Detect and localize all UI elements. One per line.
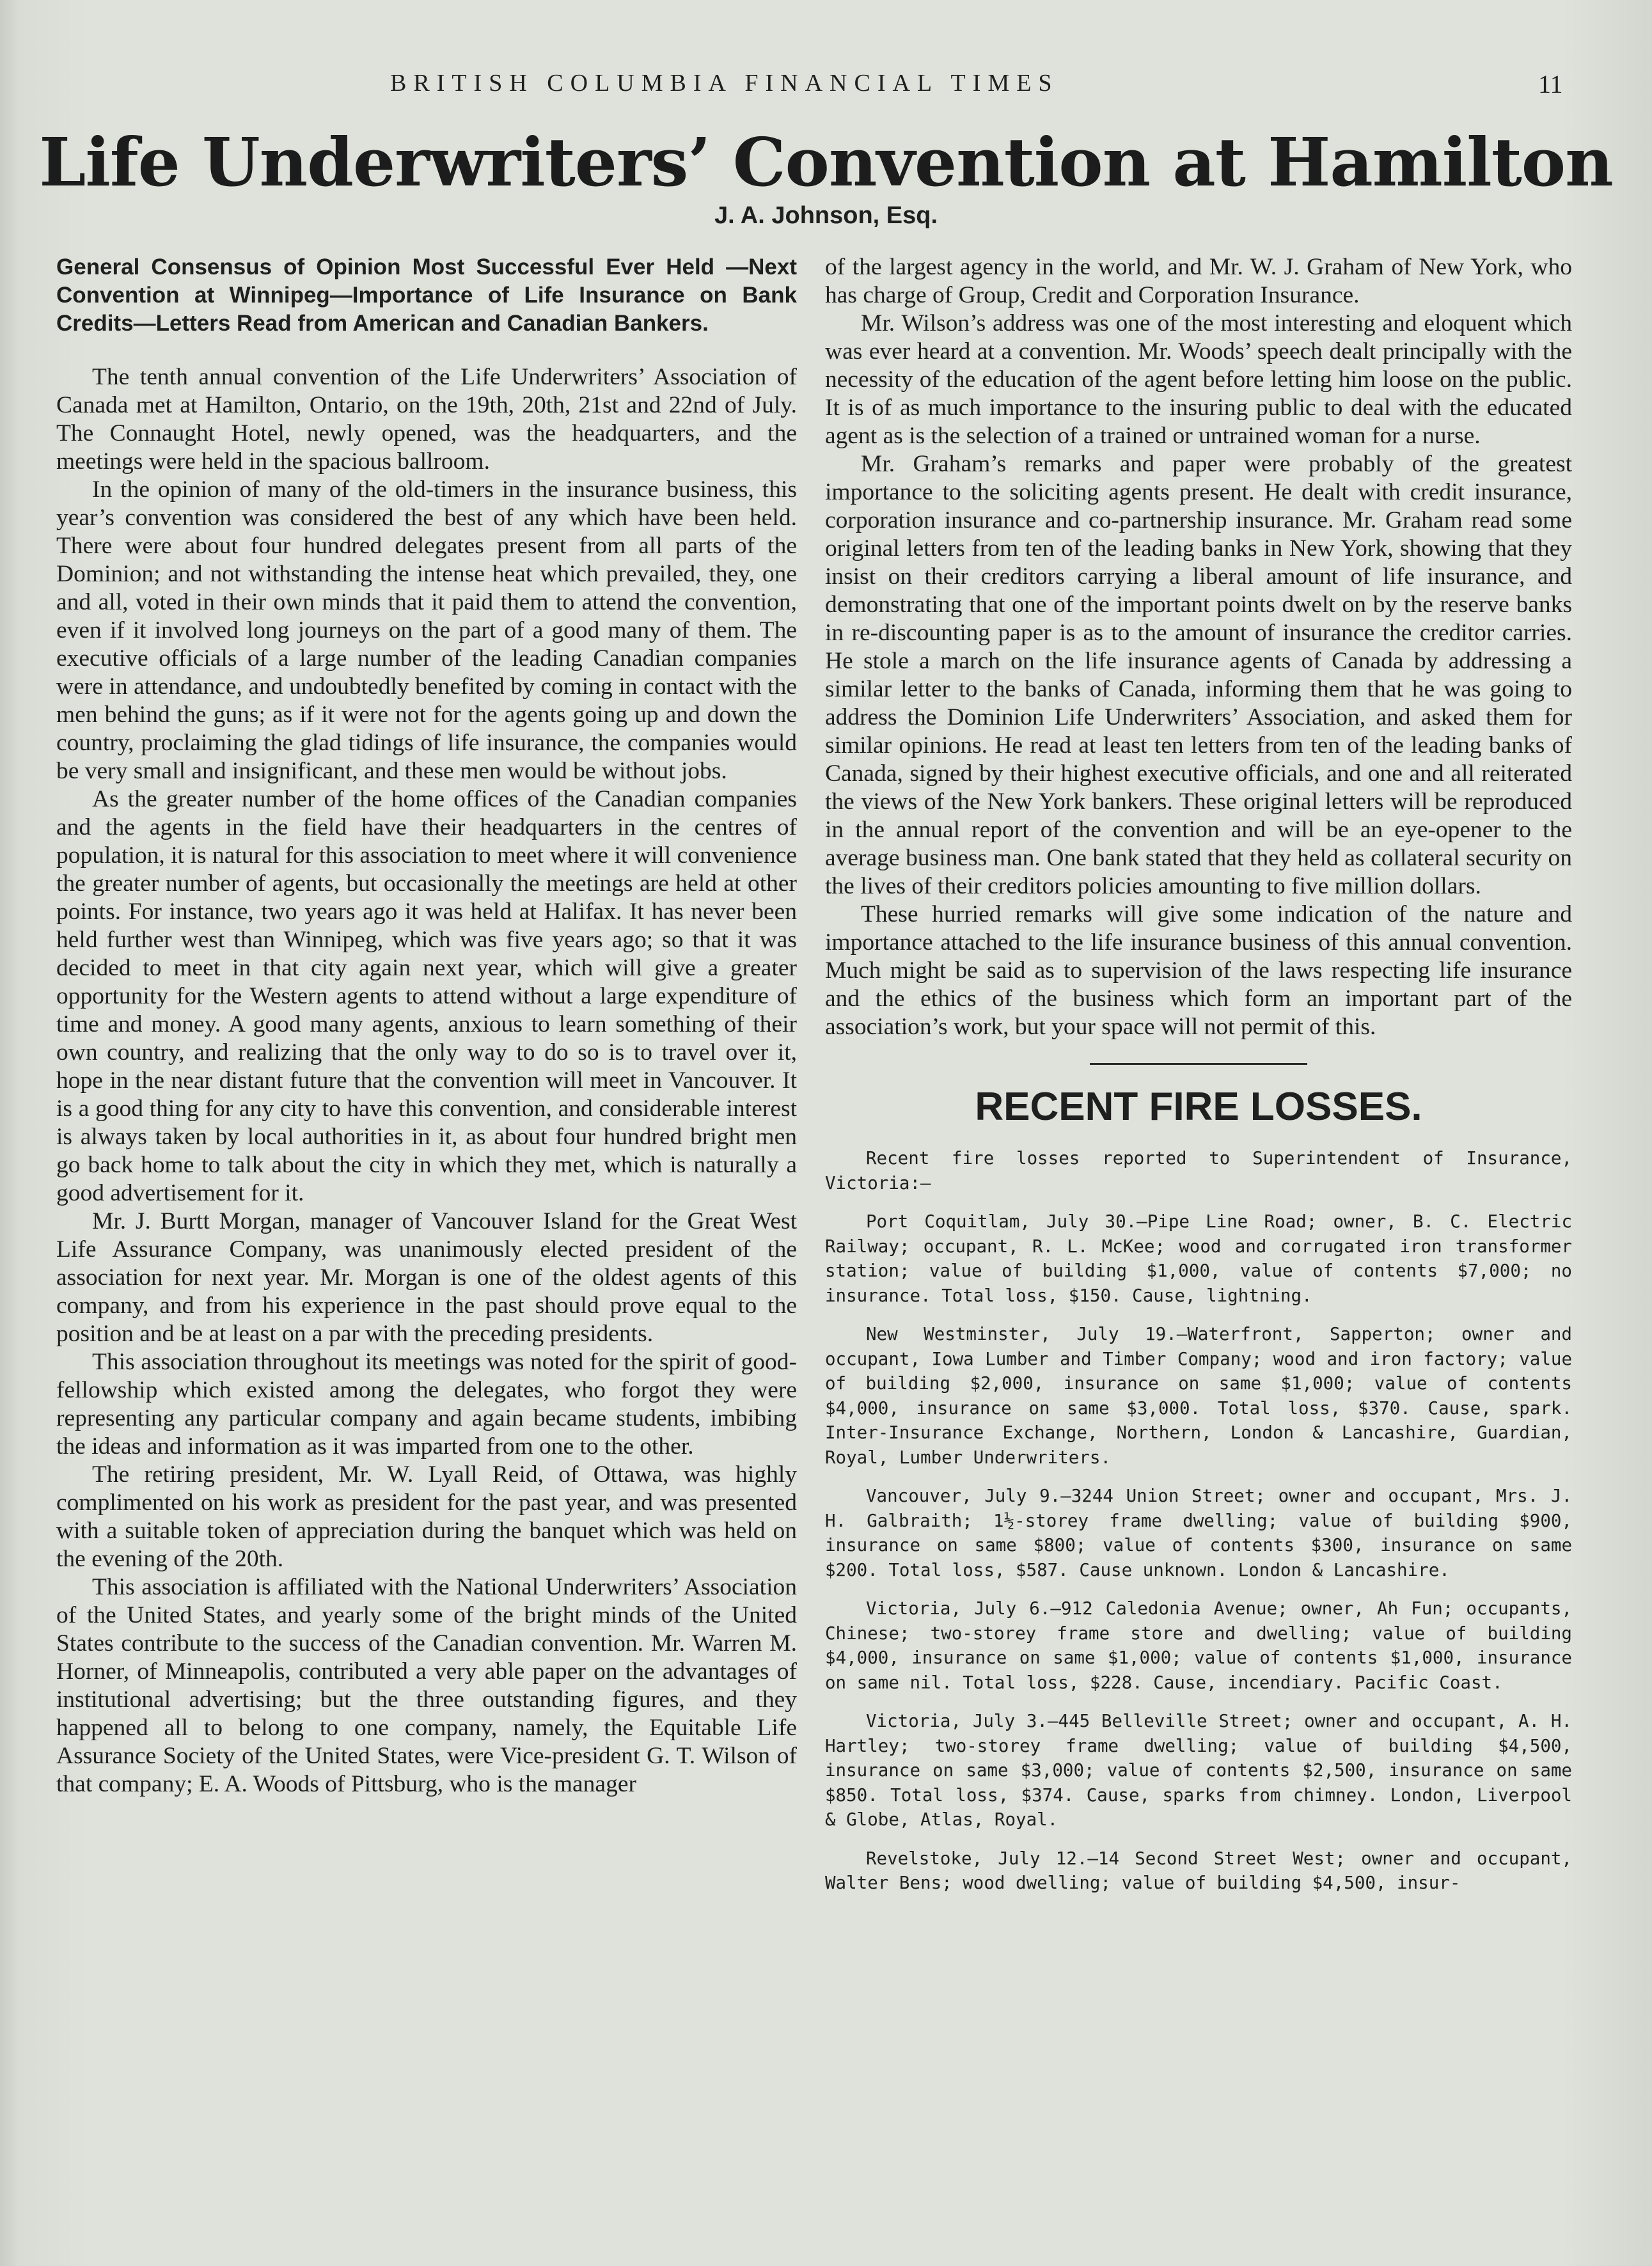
article-deck: General Consensus of Opinion Most Successful Ever Held —Next Convention at Winnipeg—Importance of Life Insurance on Bank Credits—Letters Read from American and Canadian Bankers. [56,255,797,336]
paragraph: This association is affiliated with the National Underwriters’ Association of the United States, and yearly some of the bright minds of the United States contribute to the success of the Canadian convention. Mr. Warren M. Horner, of Minneapolis, contributed a very able paper on the advantages of institutional advertising; but the three outstanding figures, and they happened all to belong to one company, namely, the Equitable Life Assurance Society of the United States, were Vice-president G. T. Wilson of that company; E. A. Woods of Pittsburg, who is the manager [56,1574,797,1797]
paragraph: As the greater number of the home offices of the Canadian companies and the agents in the field have their headquarters in the centres of population, it is natural for this association to meet where it will convenience the greater number of agents, but occasionally the meetings are held at other points. For instance, two years ago it was held at Halifax. It has never been held further west than Winnipeg, which was five years ago; so that it was decided to meet in that city again next year, which will give a greater opportunity for the Western agents to attend without a large expenditure of time and money. A good many agents, anxious to learn something of their own country, and realizing that the only way to do so is to travel over it, hope in the near distant future that the convention will meet in Vancouver. It is a good thing for any city to have this convention, and considerable interest is always taken by local authorities in it, as about four hundred bright men go back home to talk about the city in which they met, which is naturally a good advertisement for it. [56,786,797,1206]
fire-losses-intro: Recent fire losses reported to Superintendent of Insurance, Victoria:— [825,1148,1572,1193]
running-title: BRITISH COLUMBIA FINANCIAL TIMES [390,70,1059,97]
paragraph: These hurried remarks will give some indication of the nature and importance attached to the life insurance business of this annual convention. Much might be said as to supervision of the laws respecting life insurance and the ethics of the business which form an important part of the association’s work, but your space will not permit of this. [825,901,1572,1040]
paragraph: This association throughout its meetings was noted for the spirit of good-fellowship which existed among the delegates, who forgot they were representing any particular company and again became students, imbibing the ideas and information as it was imparted from one to the other. [56,1349,797,1460]
fire-loss-entry: Victoria, July 6.—912 Caledonia Avenue; owner, Ah Fun; occupants, Chinese; two-storey frame store and dwelling; value of building $4,000, insurance on same $1,000; value of contents $1,000, insurance on same nil. Total loss, $228. Cause, incendiary. Pacific Coast. [825,1598,1572,1693]
fire-loss-entry: Revelstoke, July 12.—14 Second Street West; owner and occupant, Walter Bens; wood dwelling; value of building $4,500, insur- [825,1848,1572,1893]
paragraph: The retiring president, Mr. W. Lyall Reid, of Ottawa, was highly complimented on his work as president for the past year, and was presented with a suitable token of appreciation during the banquet which was held on the evening of the 20th. [56,1461,797,1572]
paragraph-continued: of the largest agency in the world, and Mr. W. J. Graham of New York, who has charge of Group, Credit and Corporation Insurance. [825,254,1572,308]
paragraph: Mr. J. Burtt Morgan, manager of Vancouver Island for the Great West Life Assurance Company, was unanimously elected president of the association for next year. Mr. Morgan is one of the oldest agents of this company, and from his experience in the past should prove equal to the position and be at least on a par with the preceding presidents. [56,1208,797,1347]
fire-loss-entry: Victoria, July 3.—445 Belleville Street; owner and occupant, A. H. Hartley; two-storey frame dwelling; value of building $4,500, insurance on same $3,000; value of contents $2,500, insurance on same $850. Total loss, $374. Cause, sparks from chimney. London, Liverpool & Globe, Atlas, Royal. [825,1711,1572,1830]
fire-losses-title: RECENT FIRE LOSSES. [975,1085,1422,1129]
paragraph: The tenth annual convention of the Life Underwriters’ Association of Canada met at Hamilton, Ontario, on the 19th, 20th, 21st and 22nd of July. The Connaught Hotel, newly opened, was the headquarters, and the meetings were held in the spacious ballroom. [56,364,797,475]
section-divider [1090,1063,1307,1065]
paragraph: Mr. Wilson’s address was one of the most interesting and eloquent which was ever heard at a convention. Mr. Woods’ speech dealt principally with the necessity of the education of the agent before letting him loose on the public. It is of as much importance to the insuring public to deal with the educated agent as is the selection of a trained or untrained woman for a nurse. [825,310,1572,449]
paragraph: Mr. Graham’s remarks and paper were probably of the greatest importance to the soliciting agents present. He dealt with credit insurance, corporation insurance and co-partnership insurance. Mr. Graham read some original letters from ten of the leading banks in New York, showing that they insist on their creditors carrying a liberal amount of life insurance, and demonstrating that one of the important points dwelt on by the reserve banks in re-discounting paper is as to the amount of insurance the creditor carries. He stole a march on the life insurance agents of Canada by addressing a similar letter to the banks of Canada, informing them that he was going to address the Dominion Life Underwriters’ Association, and asked them for similar opinions. He read at least ten letters from ten of the leading banks of Canada, signed by their highest executive officials, and one and all reiterated the views of the New York bankers. These original letters will be reproduced in the annual report of the convention and will be an eye-opener to the average business man. One bank stated that they held as collateral security on the lives of their creditors policies amounting to five million dollars. [825,451,1572,899]
article-headline: Life Underwriters’ Convention at Hamilton [39,123,1613,201]
fire-loss-entry: New Westminster, July 19.—Waterfront, Sapperton; owner and occupant, Iowa Lumber and Timber Company; wood and iron factory; value of building $2,000, insurance on same $1,000; value of contents $4,000, insurance on same $3,000. Total loss, $370. Cause, spark. Inter-Insurance Exchange, Northern, London & Lancashire, Guardian, Royal, Lumber Underwriters. [825,1324,1572,1468]
fire-loss-entry: Vancouver, July 9.—3244 Union Street; owner and occupant, Mrs. J. H. Galbraith; 1½-storey frame dwelling; value of building $900, insurance on same $800; value of contents $300, insurance on same $200. Total loss, $587. Cause unknown. London & Lancashire. [825,1486,1572,1580]
running-header [0,69,1652,107]
page-number: 11 [1538,70,1563,98]
left-column [56,253,797,2242]
paragraph: In the opinion of many of the old-timers in the insurance business, this year’s convention was considered the best of any which have been held. There were about four hundred delegates present from all parts of the Dominion; and not withstanding the intense heat which prevailed, they, one and all, voted in their own minds that it paid them to attend the convention, even if it involved long journeys on the part of a good many of them. The executive officials of a large number of the leading Canadian companies were in attendance, and undoubtedly benefited by coming in contact with the men behind the guns; as if it were not for the agents going up and down the country, proclaiming the glad tidings of life insurance, the companies would be very small and insignificant, and these men would be without jobs. [56,476,797,784]
fire-loss-entry: Port Coquitlam, July 30.—Pipe Line Road; owner, B. C. Electric Railway; occupant, R. L. McKee; wood and corrugated iron transformer station; value of building $1,000, value of contents $7,000; no insurance. Total loss, $150. Cause, lightning. [825,1211,1572,1306]
right-column [825,253,1572,2242]
article-byline: J. A. Johnson, Esq. [714,202,938,229]
